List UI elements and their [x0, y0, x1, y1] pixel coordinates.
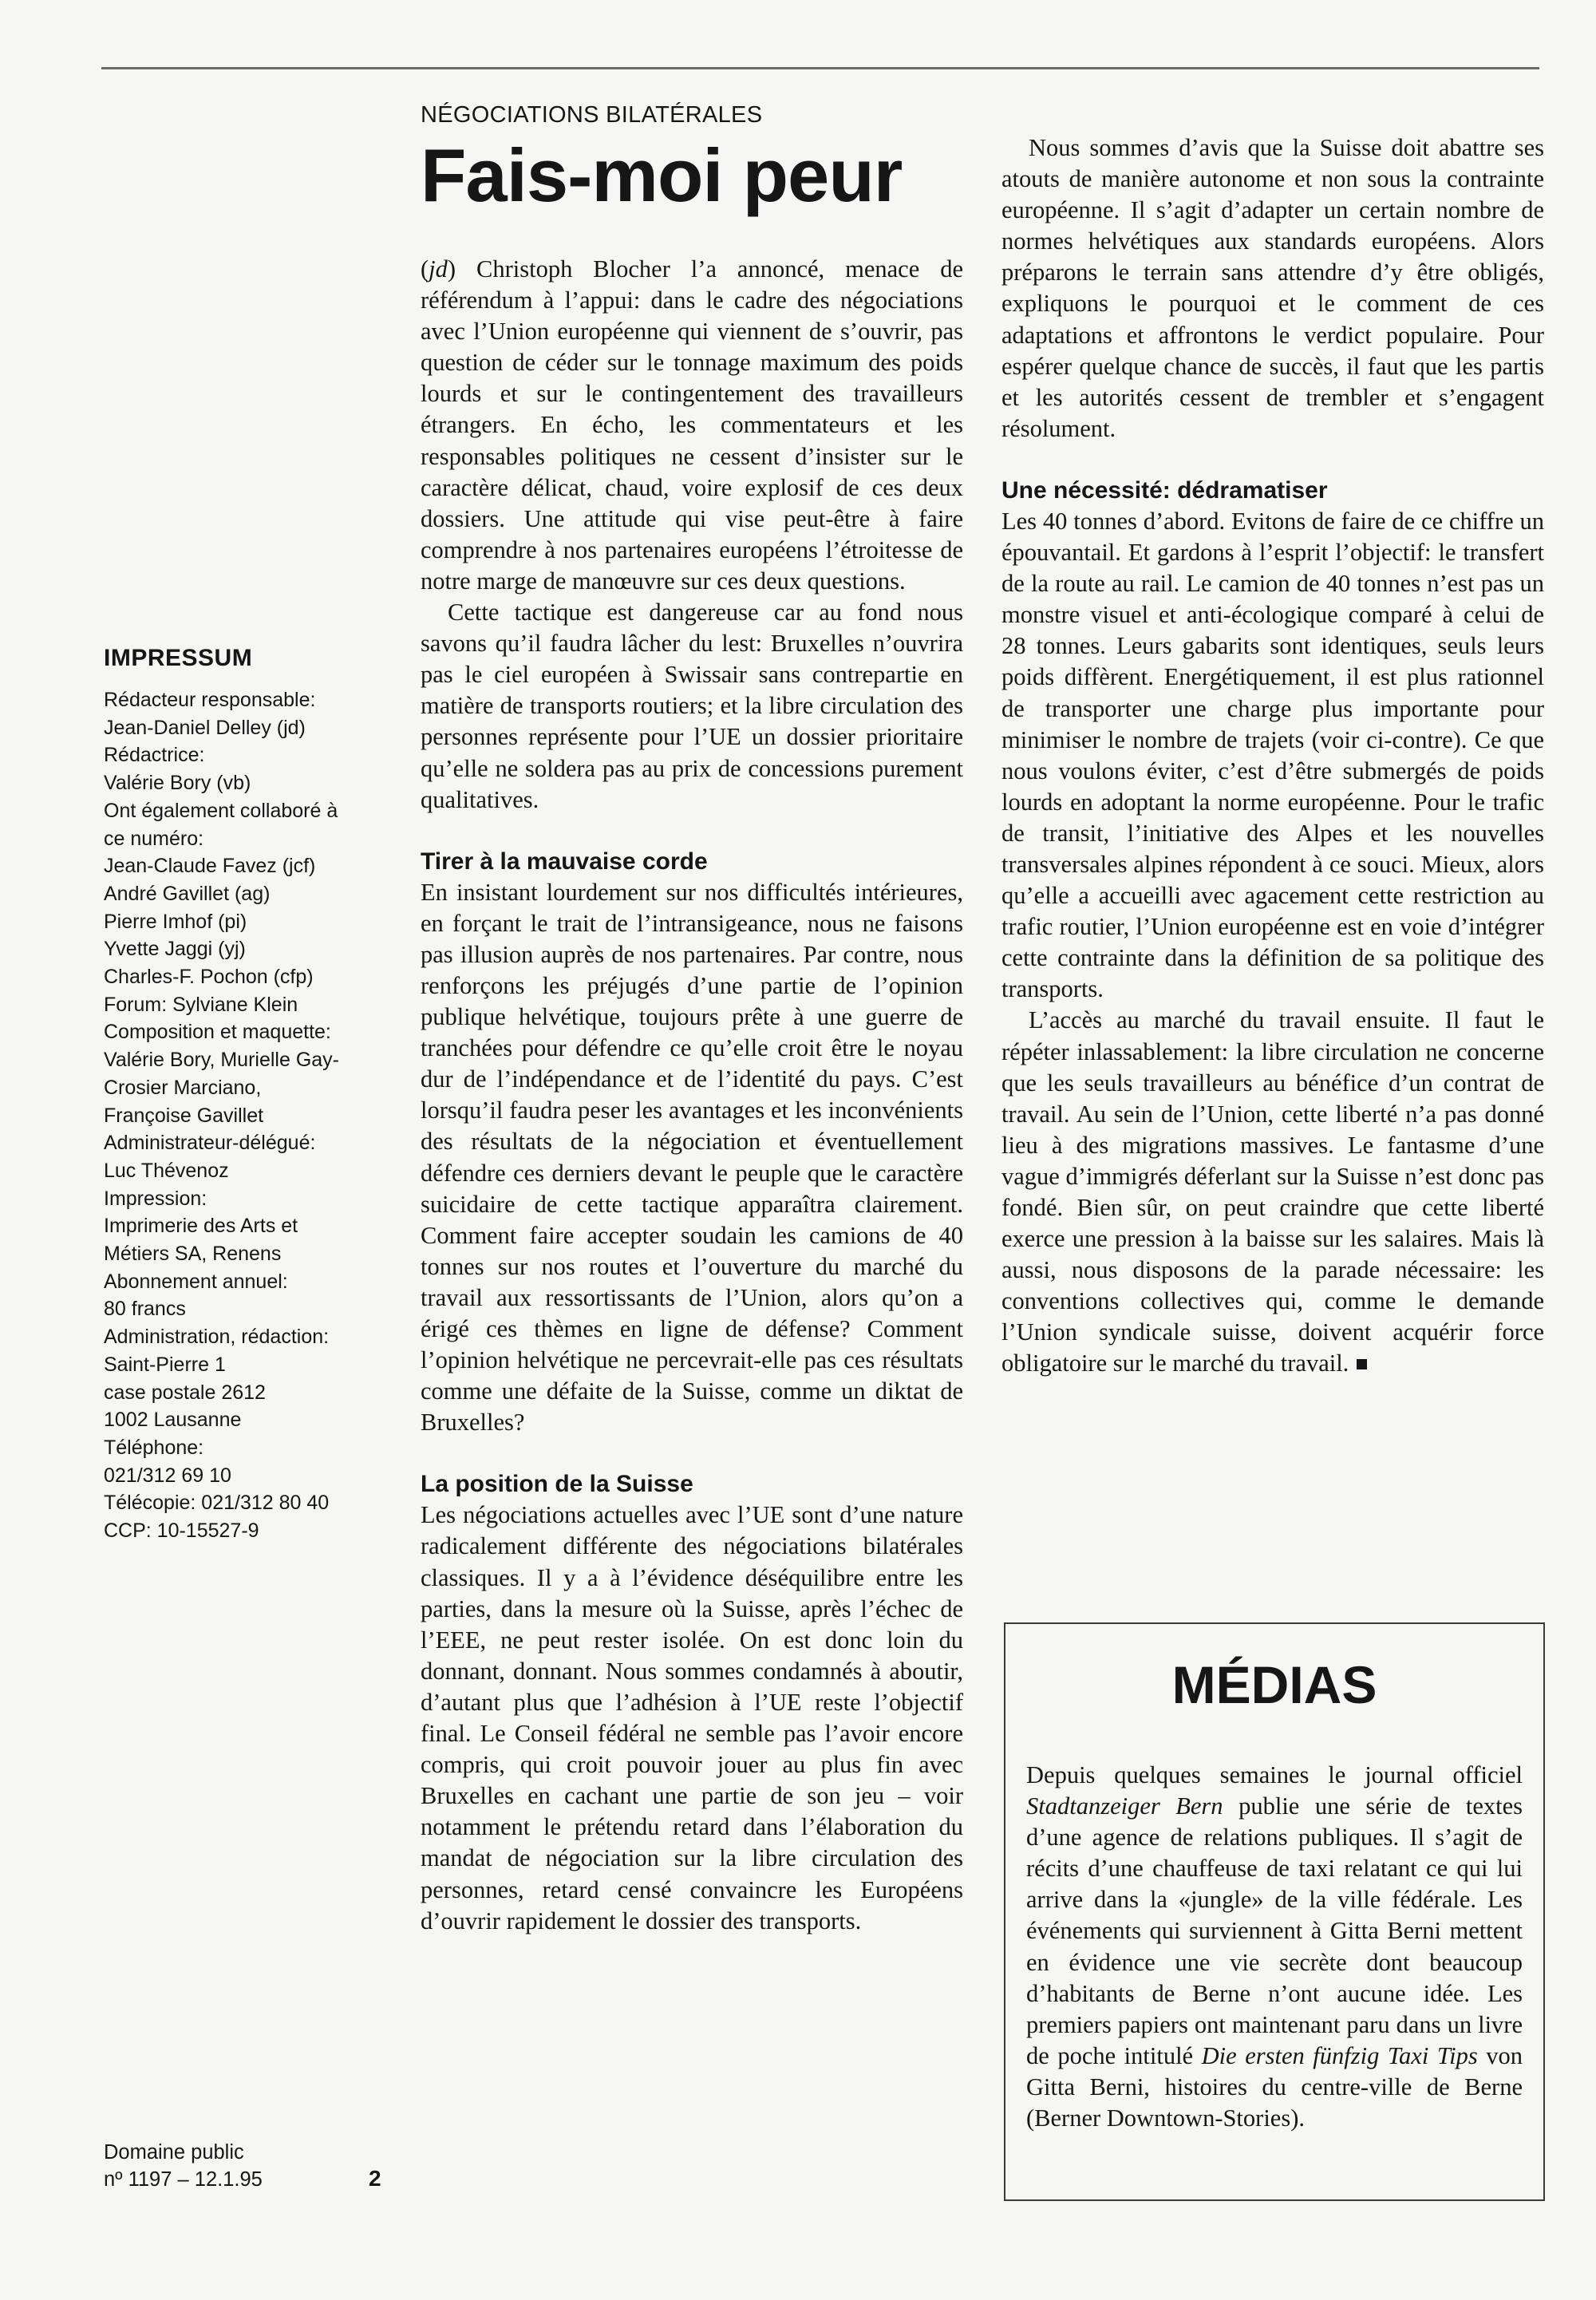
impressum-line: case postale 2612 [104, 1381, 266, 1404]
impressum-line: Valérie Bory, Murielle Gay- [104, 1049, 339, 1072]
book-title: Die ersten fünfzig Taxi Tips [1201, 2041, 1478, 2069]
issue-number: nº 1197 – 12.1.95 [104, 2168, 263, 2191]
impressum-title: IMPRESSUM [104, 645, 253, 671]
impressum [104, 645, 391, 1545]
impressum-line: Rédactrice: [104, 744, 205, 767]
newspaper-title: Stadtanzeiger Bern [1026, 1792, 1223, 1820]
page-footer [104, 2139, 391, 2193]
end-mark-icon [1357, 1359, 1367, 1369]
author-initials: jd [429, 255, 448, 283]
article-paragraph [1001, 1005, 1544, 1379]
medias-box [1004, 1622, 1545, 2201]
impressum-line: Crosier Marciano, [104, 1076, 262, 1099]
impressum-line: Imprimerie des Arts et [104, 1215, 298, 1238]
article-headline: Fais-moi peur [421, 133, 903, 217]
impressum-line: Valérie Bory (vb) [104, 772, 251, 795]
article-column-1 [421, 254, 963, 1937]
medias-text: Depuis quelques semaines le journal officiel Stadtanzeiger Bern publie une série de textes d’une agence de relations publiques. Il s’agit de récits d’une chauffeuse de taxi relatant ce qui lui arrive dans la «jungle» de la ville fédérale. Les événements qui surviennent à Gitta Berni mettent en évidence une vie secrète dont beaucoup d’habitants de Berne n’ont aucune idée. Les premiers papiers ont maintenant paru dans un livre de poche intitulé Die ersten fünfzig Taxi Tips von Gitta Berni, histoires du centre-ville de Berne (Berner Downtown-Stories). [1026, 1761, 1523, 2132]
impressum-line: Charles-F. Pochon (cfp) [104, 966, 314, 989]
paragraph-text: Christoph Blocher l’a annoncé, menace de référendum à l’appui: dans le cadre des négociations avec l’Union européenne qui viennent de s’ouvrir, pas question de céder sur le tonnage maximum des poids lourds et sur le contingentement des travailleurs étrangers. En écho, les commentateurs et les responsables politiques ne cessent d’insister sur le caractère délicat, chaud, voire explosif de ces deux dossiers. Une attitude qui vise peut-être à faire comprendre à nos partenaires européens l’étroitesse de notre marge de manœuvre sur ces deux questions. [421, 255, 963, 595]
impressum-line: Composition et maquette: [104, 1021, 331, 1044]
article-paragraph: Cette tactique est dangereuse car au fond nous savons qu’il faudra lâcher du lest: Bruxelles n’ouvrira pas le ciel européen à Swissair sans contrepartie en matière de transports routiers; et la libre circulation des personnes représente pour l’UE un dossier prioritaire qu’elle ne soldera pas au prix de concessions purement qualitatives. [421, 599, 963, 813]
article-kicker: NÉGOCIATIONS BILATÉRALES [421, 102, 763, 128]
impressum-line: Rédacteur responsable: [104, 689, 316, 711]
section-heading: Tirer à la mauvaise corde [421, 848, 708, 875]
impressum-line: 021/312 69 10 [104, 1464, 231, 1487]
impressum-line: 1002 Lausanne [104, 1409, 242, 1432]
impressum-line: Ont également collaboré à [104, 799, 338, 822]
section-heading: Une nécessité: dédramatiser [1001, 476, 1328, 504]
article-column-2 [1001, 132, 1544, 1380]
impressum-line: Forum: Sylviane Klein [104, 993, 298, 1016]
impressum-line: Administration, rédaction: [104, 1326, 330, 1349]
publication-name: Domaine public [104, 2141, 244, 2164]
impressum-line: Pierre Imhof (pi) [104, 910, 247, 933]
impressum-line: Yvette Jaggi (yj) [104, 938, 246, 961]
article-paragraph: Les 40 tonnes d’abord. Evitons de faire de ce chiffre un épouvantail. Et gardons à l’esprit l’objectif: le transfert de la route au rail. Le camion de 40 tonnes n’est pas un monstre visuel et anti-écologique comparé à celui de 28 tonnes. Leurs gabarits sont identiques, seuls leurs poids diffèrent. Energétiquement, il est plus rationnel de transporter une charge plus importante pour minimiser le nombre de trajets (voir ci-contre). Ce que nous voulons éviter, c’est d’être submergés de poids lourds en adoptant la norme européenne. Pour le trafic de transit, l’initiative des Alpes et les nouvelles transversales alpines répondent à ce souci. Mieux, alors qu’elle a accueilli avec agacement cette restriction au trafic routier, l’Union européenne est en voie d’intégrer cette contrainte dans la définition de sa politique des transports. [1001, 507, 1544, 1003]
impressum-line: CCP: 10-15527-9 [104, 1520, 259, 1543]
impressum-line: Jean-Claude Favez (jcf) [104, 855, 316, 878]
impressum-line: Abonnement annuel: [104, 1270, 288, 1293]
impressum-line: Administrateur-délégué: [104, 1132, 316, 1155]
article-paragraph: En insistant lourdement sur nos difficultés intérieures, en forçant le trait de l’intransigeance, nous ne faisons pas illusion auprès de nos partenaires. Par contre, nous renforçons les préjugés d’une partie de l’opinion publique helvétique, toujours prête à une guerre de tranchées pour défendre ce qu’elle croit être le noyau dur de l’indépendance et de l’identité du pays. C’est lorsqu’il faudra peser les avantages et les inconvénients des résultats de la négociation et éventuellement défendre ces derniers devant le peuple que le caractère suicidaire de cette tactique apparaîtra clairement. Comment faire accepter soudain les camions de 40 tonnes sur nos routes et l’ouverture du marché du travail aux ressortissants de l’Union, alors qu’on a érigé ces thèmes en ligne de défense? Comment l’opinion helvétique ne percevrait-elle pas ces résultats comme une défaite de la Suisse, comme un diktat de Bruxelles? [421, 878, 963, 1437]
section-heading: La position de la Suisse [421, 1471, 693, 1498]
article-paragraph: Les négociations actuelles avec l’UE sont d’une nature radicalement différente des négociations bilatérales classiques. Il y a à l’évidence déséquilibre entre les parties, dans la mesure où la Suisse, après l’échec de l’EEE, ne peut rester isolée. On est donc loin du donnant, donnant. Nous sommes condamnés à aboutir, d’autant plus que l’adhésion à l’UE reste l’objectif final. Le Conseil fédéral ne semble pas l’avoir encore compris, qui croit pouvoir jouer au plus fin avec Bruxelles en cachant une partie de son jeu – voir notamment le prétendu retard dans l’élaboration du mandat de négociation sur la libre circulation des personnes, retard censé convaincre les Européens d’ouvrir rapidement le dossier des transports. [421, 1501, 963, 1934]
impressum-line: Téléphone: [104, 1436, 204, 1459]
article-paragraph: (jd) Christoph Blocher l’a annoncé, menace de référendum à l’appui: dans le cadre des négociations avec l’Union européenne qui viennent de s’ouvrir, pas question de céder sur le tonnage maximum des poids lourds et sur le contingentement des travailleurs étrangers. En écho, les commentateurs et les responsables politiques ne cessent d’insister sur le caractère délicat, chaud, voire explosif de ces deux dossiers. Une attitude qui vise peut-être à faire comprendre à nos partenaires européens l’étroitesse de notre marge de manœuvre sur ces deux questions. [421, 255, 963, 595]
impressum-line: Impression: [104, 1187, 207, 1210]
page-number: 2 [369, 2166, 381, 2191]
impressum-line: André Gavillet (ag) [104, 882, 271, 905]
impressum-line: Françoise Gavillet [104, 1104, 264, 1127]
impressum-line: 80 francs [104, 1298, 186, 1321]
medias-title: MÉDIAS [1171, 1655, 1377, 1714]
impressum-line: Métiers SA, Renens [104, 1243, 282, 1266]
top-rule [101, 67, 1539, 69]
impressum-line: ce numéro: [104, 827, 204, 850]
author-initials-open: ( [421, 255, 429, 283]
impressum-line: Saint-Pierre 1 [104, 1353, 226, 1376]
impressum-line: Jean-Daniel Delley (jd) [104, 716, 306, 739]
impressum-line: Télécopie: 021/312 80 40 [104, 1492, 330, 1515]
impressum-line: Luc Thévenoz [104, 1159, 229, 1182]
article-paragraph: Nous sommes d’avis que la Suisse doit abattre ses atouts de manière autonome et non sous la contrainte européenne. Il s’agit d’adapter un certain nombre de normes helvétiques aux standards européens. Alors préparons le terrain sans attendre d’y être obligés, expliquons le pourquoi et le comment de ces adaptations et affrontons le verdict populaire. Pour espérer quelque chance de succès, il faut que les partis et les autorités cessent de trembler et s’engagent résolument. [1001, 134, 1544, 442]
paragraph-text: L’accès au marché du travail ensuite. Il faut le répéter inlassablement: la libre circulation ne concerne que les seuls travailleurs au bénéfice d’un contrat de travail. Au sein de l’Union, cette liberté n’a pas donné lieu à des migrations massives. Le fantasme d’une vague d’immigrés déferlant sur la Suisse n’est donc pas fondé. Bien sûr, on peut craindre que cette liberté exerce une pression à la baisse sur les salaires. Mais là aussi, nous disposons de la parade nécessaire: les conventions collectives qui, comme le demande l’Union syndicale suisse, doivent acquérir force obligatoire sur le marché du travail. [1001, 1006, 1544, 1377]
